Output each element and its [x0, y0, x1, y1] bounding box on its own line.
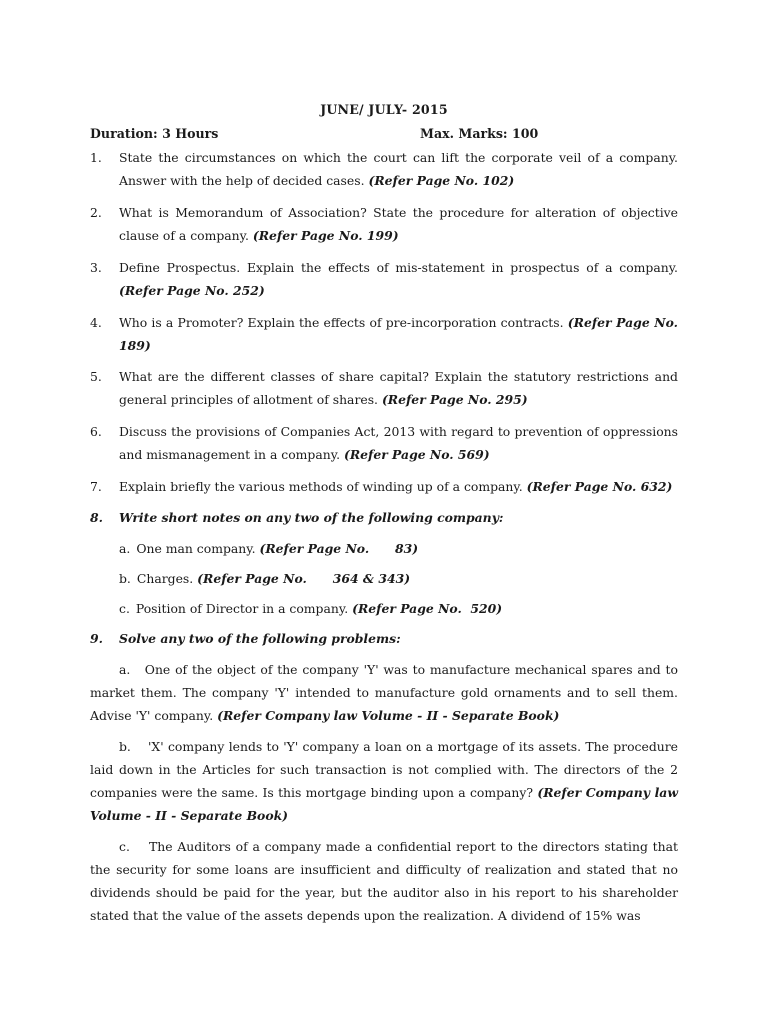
page-reference: (Refer Page No. 520) [352, 601, 503, 616]
q9-item-a [90, 658, 678, 727]
question-number: 8. [90, 510, 103, 525]
page-reference: (Refer Page No. 295) [381, 392, 528, 407]
duration: Duration: 3 Hours [90, 126, 219, 141]
page-reference: (Refer Page No. 83) [259, 541, 419, 556]
item-label: c. [119, 601, 130, 616]
max-marks: Max. Marks: 100 [420, 126, 539, 141]
question-6 [90, 420, 678, 466]
question-1 [90, 146, 678, 192]
question-number: 5. [90, 369, 102, 384]
q8-item-c [119, 597, 678, 620]
page-reference: (Refer Page No. 199) [252, 228, 399, 243]
question-text: Discuss the provisions of Companies Act, 2013 with regard to prevention of oppressions and mismanagement in a company. [119, 424, 678, 462]
item-text: One of the object of the company 'Y' was to manufacture mechanical spares and to market them. The company 'Y' intended to manufacture gold ornaments and to sell them. Advise 'Y' company. [90, 662, 678, 723]
item-text: Position of Director in a company. [135, 601, 353, 616]
item-label: b. [119, 739, 131, 754]
question-text: Who is a Promoter? Explain the effects of pre-incorporation contracts. [119, 315, 568, 330]
question-number: 4. [90, 315, 102, 330]
question-number: 1. [90, 150, 102, 165]
item-text: The Auditors of a company made a confidential report to the directors stating that the security for some loans are insufficient and difficulty of realization and stated that no dividends should be paid for the year, but the auditor also in his report to his shareholder stated that the value of the assets depends upon the realization. A dividend of 15% was [90, 839, 678, 923]
page-reference: (Refer Page No. 569) [343, 447, 490, 462]
item-text: Charges. [136, 571, 198, 586]
item-label: b. [119, 571, 131, 586]
question-3 [90, 256, 678, 302]
q9-item-c [90, 835, 678, 927]
question-number: 9. [90, 631, 103, 646]
question-number: 3. [90, 260, 102, 275]
question-5 [90, 365, 678, 411]
question-heading: Write short notes on any two of the following company: [119, 510, 504, 525]
question-heading: Solve any two of the following problems: [119, 631, 401, 646]
question-text: Explain briefly the various methods of winding up of a company. [119, 479, 527, 494]
question-number: 6. [90, 424, 102, 439]
q9-item-b [90, 735, 678, 827]
item-label: a. [119, 662, 131, 677]
question-text: What are the different classes of share capital? Explain the statutory restrictions and general principles of allotment of shares. [119, 369, 678, 407]
page-reference: (Refer Company law Volume - II - Separate Book) [90, 785, 679, 823]
question-text: Define Prospectus. Explain the effects of mis-statement in prospectus of a company. [119, 260, 678, 275]
page-reference: (Refer Page No. 102) [368, 173, 515, 188]
item-label: a. [119, 541, 131, 556]
page-reference: (Refer Page No. 364 & 343) [197, 571, 411, 586]
q8-item-b [119, 567, 678, 590]
q8-item-a [119, 537, 678, 560]
item-label: c. [119, 839, 130, 854]
item-text: One man company. [136, 541, 260, 556]
question-2 [90, 201, 678, 247]
question-text: State the circumstances on which the court can lift the corporate veil of a company. Answer with the help of decided cases. [119, 150, 678, 188]
page-reference: (Refer Company law Volume - II - Separate Book) [217, 708, 560, 723]
question-9 [90, 627, 678, 650]
question-text: What is Memorandum of Association? State the procedure for alteration of objective clause of a company. [119, 205, 678, 243]
question-number: 2. [90, 205, 102, 220]
page-reference: (Refer Page No. 632) [526, 479, 673, 494]
page-reference: (Refer Page No. 189) [119, 315, 678, 353]
item-text: 'X' company lends to 'Y' company a loan on a mortgage of its assets. The procedure laid down in the Articles for such transaction is not complied with. The directors of the 2 companies were the same. Is this mortgage binding upon a company? [90, 739, 678, 800]
question-4 [90, 311, 678, 357]
question-8 [90, 506, 678, 529]
exam-title: JUNE/ JULY- 2015 [320, 102, 448, 117]
page-reference: (Refer Page No. 252) [119, 283, 265, 298]
question-number: 7. [90, 479, 102, 494]
question-7 [90, 475, 678, 498]
